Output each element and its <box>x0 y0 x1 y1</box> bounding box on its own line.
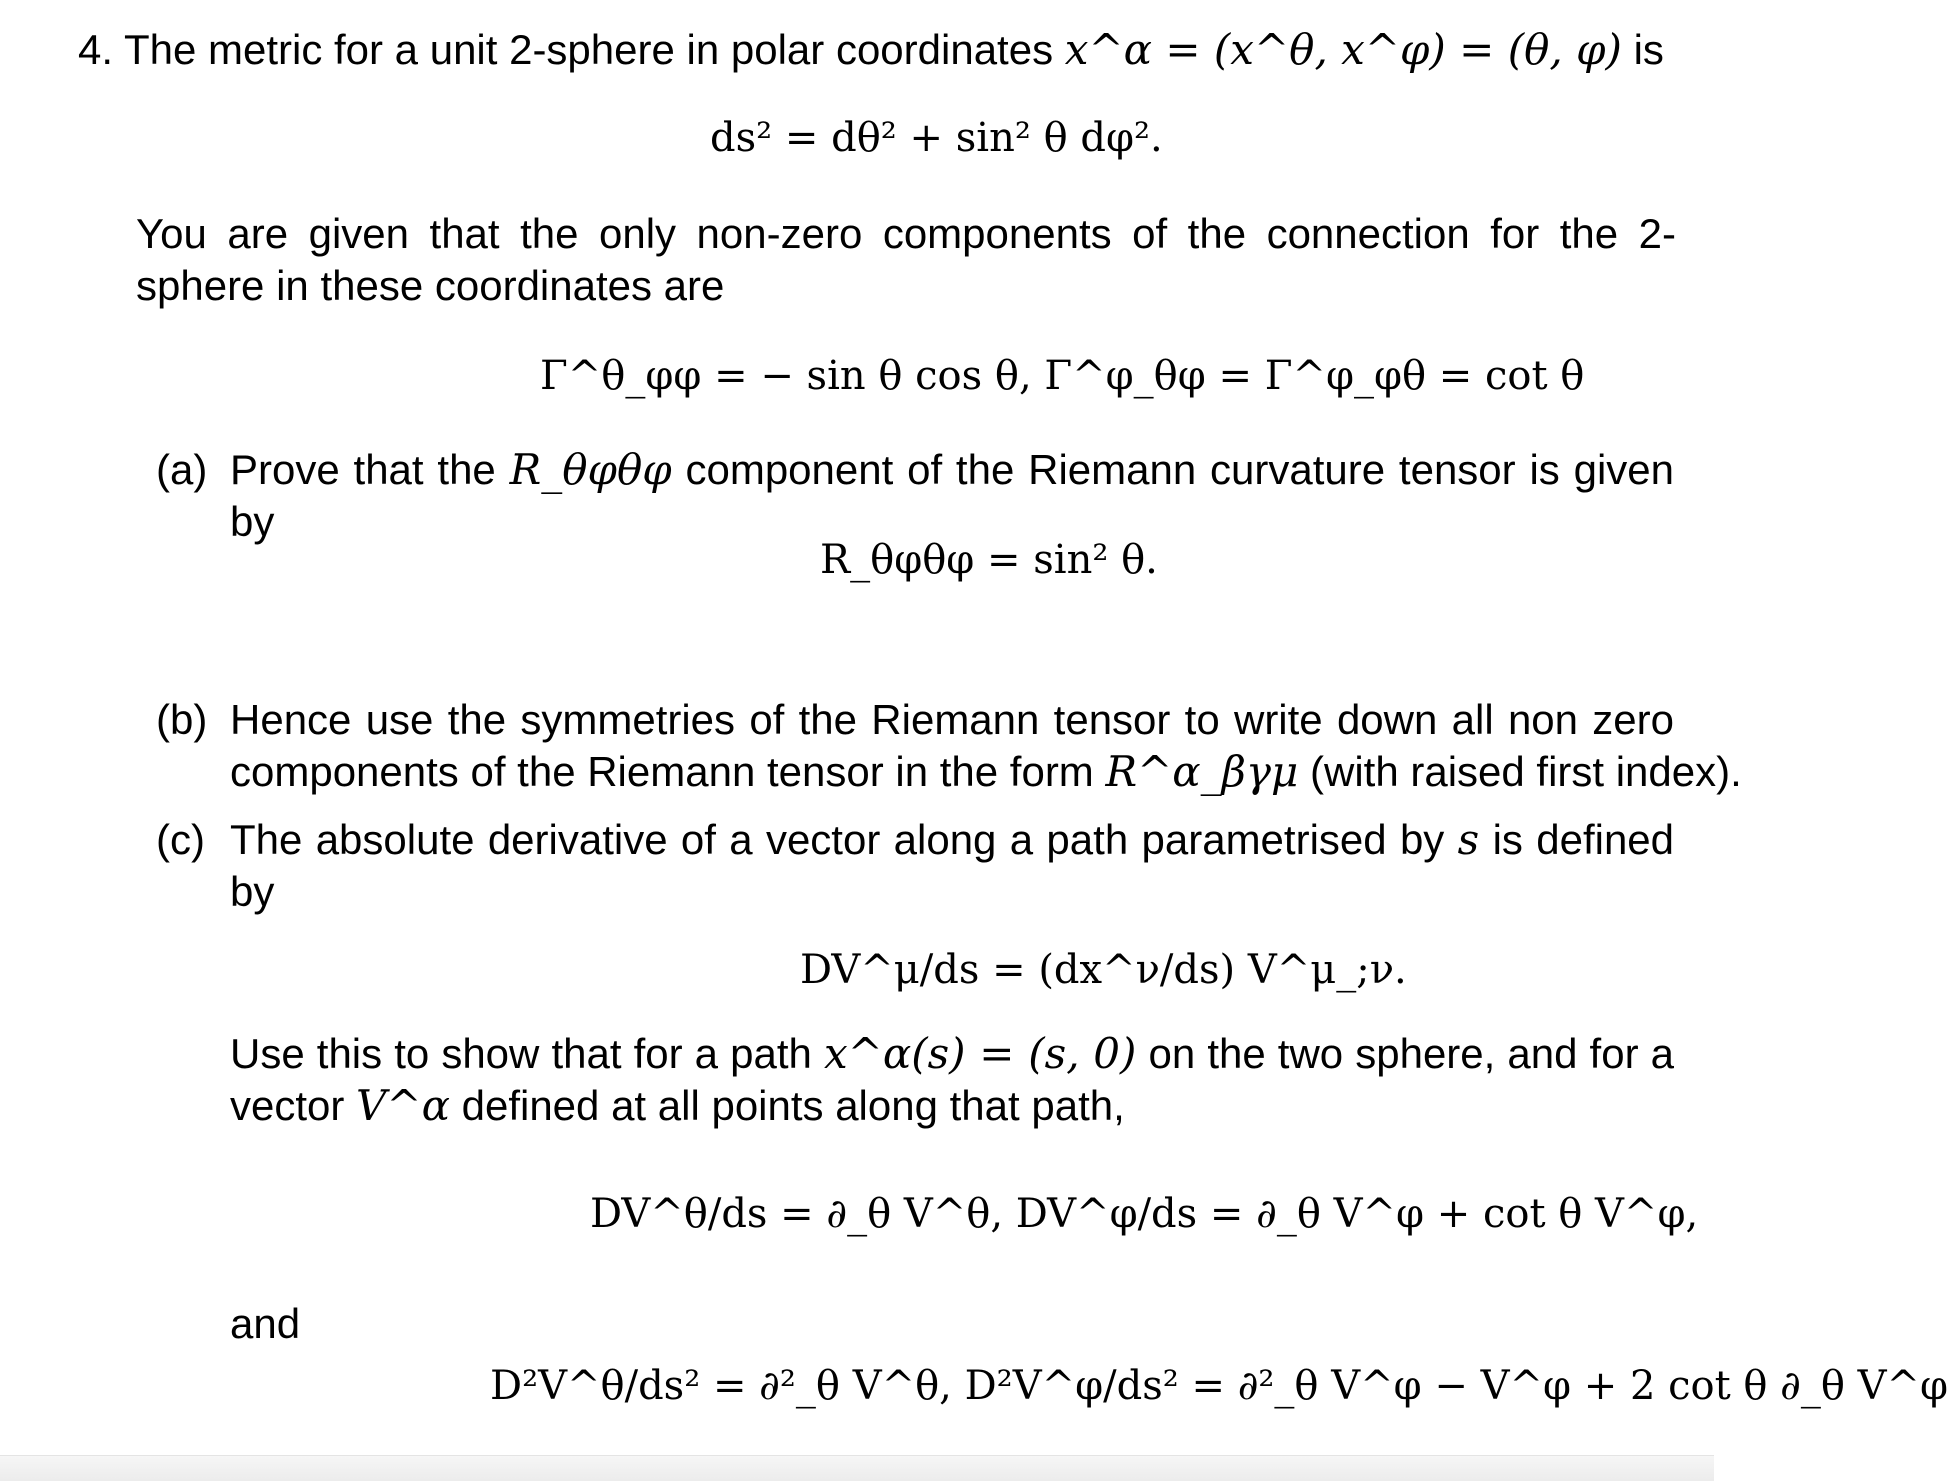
given-line-2: sphere in these coordinates are <box>136 262 725 309</box>
christoffel-equation: Γ^θ_φφ = − sin θ cos θ, Γ^φ_θφ = Γ^φ_φθ = cot θ <box>540 353 1585 399</box>
part-c-use-line <box>230 1028 1674 1080</box>
part-c-line-1-pre: The absolute derivative of a vector along a path parametrised by <box>230 816 1445 863</box>
vector-symbol: V^α <box>356 1081 450 1130</box>
part-c-line-1 <box>230 814 1674 866</box>
riemann-component-symbol: R_θφθφ <box>509 445 672 494</box>
part-a-result-equation: R_θφθφ = sin² θ. <box>820 537 1158 583</box>
part-c-use-post: on the two sphere, and for a <box>1148 1030 1675 1077</box>
part-c-vector-pre: vector <box>230 1082 345 1129</box>
part-b-line-2 <box>230 746 1742 798</box>
part-b-line-2-post: (with raised first index). <box>1310 748 1742 795</box>
part-b-label: (b) <box>156 696 208 743</box>
path-definition: x^α(s) = (s, 0) <box>823 1029 1137 1078</box>
coordinate-definition: x^α = (x^θ, x^φ) = (θ, φ) <box>1064 25 1622 74</box>
part-c-vector-line <box>230 1080 1125 1132</box>
problem-intro-text: The metric for a unit 2-sphere in polar coordinates <box>123 26 1054 73</box>
part-a-label: (a) <box>156 446 208 493</box>
parameter-symbol: s <box>1457 815 1480 864</box>
part-a-text-post: component of the Riemann curvature tensor is given by <box>230 446 1675 545</box>
part-c-label: (c) <box>156 816 205 863</box>
first-absolute-derivatives: DV^θ/ds = ∂_θ V^θ, DV^φ/ds = ∂_θ V^φ + cot θ V^φ, <box>590 1191 1699 1237</box>
part-c-use-pre: Use this to show that for a path <box>230 1030 812 1077</box>
given-line-1: You are given that the only non-zero components of the connection for the 2- <box>136 210 1676 257</box>
second-absolute-derivatives: D²V^θ/ds² = ∂²_θ V^θ, D²V^φ/ds² = ∂²_θ V^φ − V^φ + 2 cot θ ∂_θ V^φ <box>490 1363 1948 1409</box>
and-word: and <box>230 1300 301 1347</box>
part-c-vector-post: defined at all points along that path, <box>461 1082 1125 1129</box>
part-b-line-2-pre: components of the Riemann tensor in the form <box>230 748 1094 795</box>
part-b-line-1: Hence use the symmetries of the Riemann tensor to write down all non zero <box>230 696 1674 743</box>
metric-equation: ds² = dθ² + sin² θ dφ². <box>710 115 1163 161</box>
riemann-raised-form: R^α_βγμ <box>1105 747 1299 796</box>
problem-number: 4. <box>78 26 114 73</box>
problem-intro-is: is <box>1633 26 1664 73</box>
absolute-derivative-definition: DV^μ/ds = (dx^ν/ds) V^μ_;ν. <box>800 947 1407 993</box>
problem-intro-line <box>78 24 1664 76</box>
part-c-line-1-post: is defined <box>1492 816 1675 863</box>
part-c-line-2: by <box>230 868 275 915</box>
part-a-text <box>230 444 1674 548</box>
bottom-fade-bar <box>0 1455 1714 1481</box>
part-a-text-pre: Prove that the <box>230 446 496 493</box>
